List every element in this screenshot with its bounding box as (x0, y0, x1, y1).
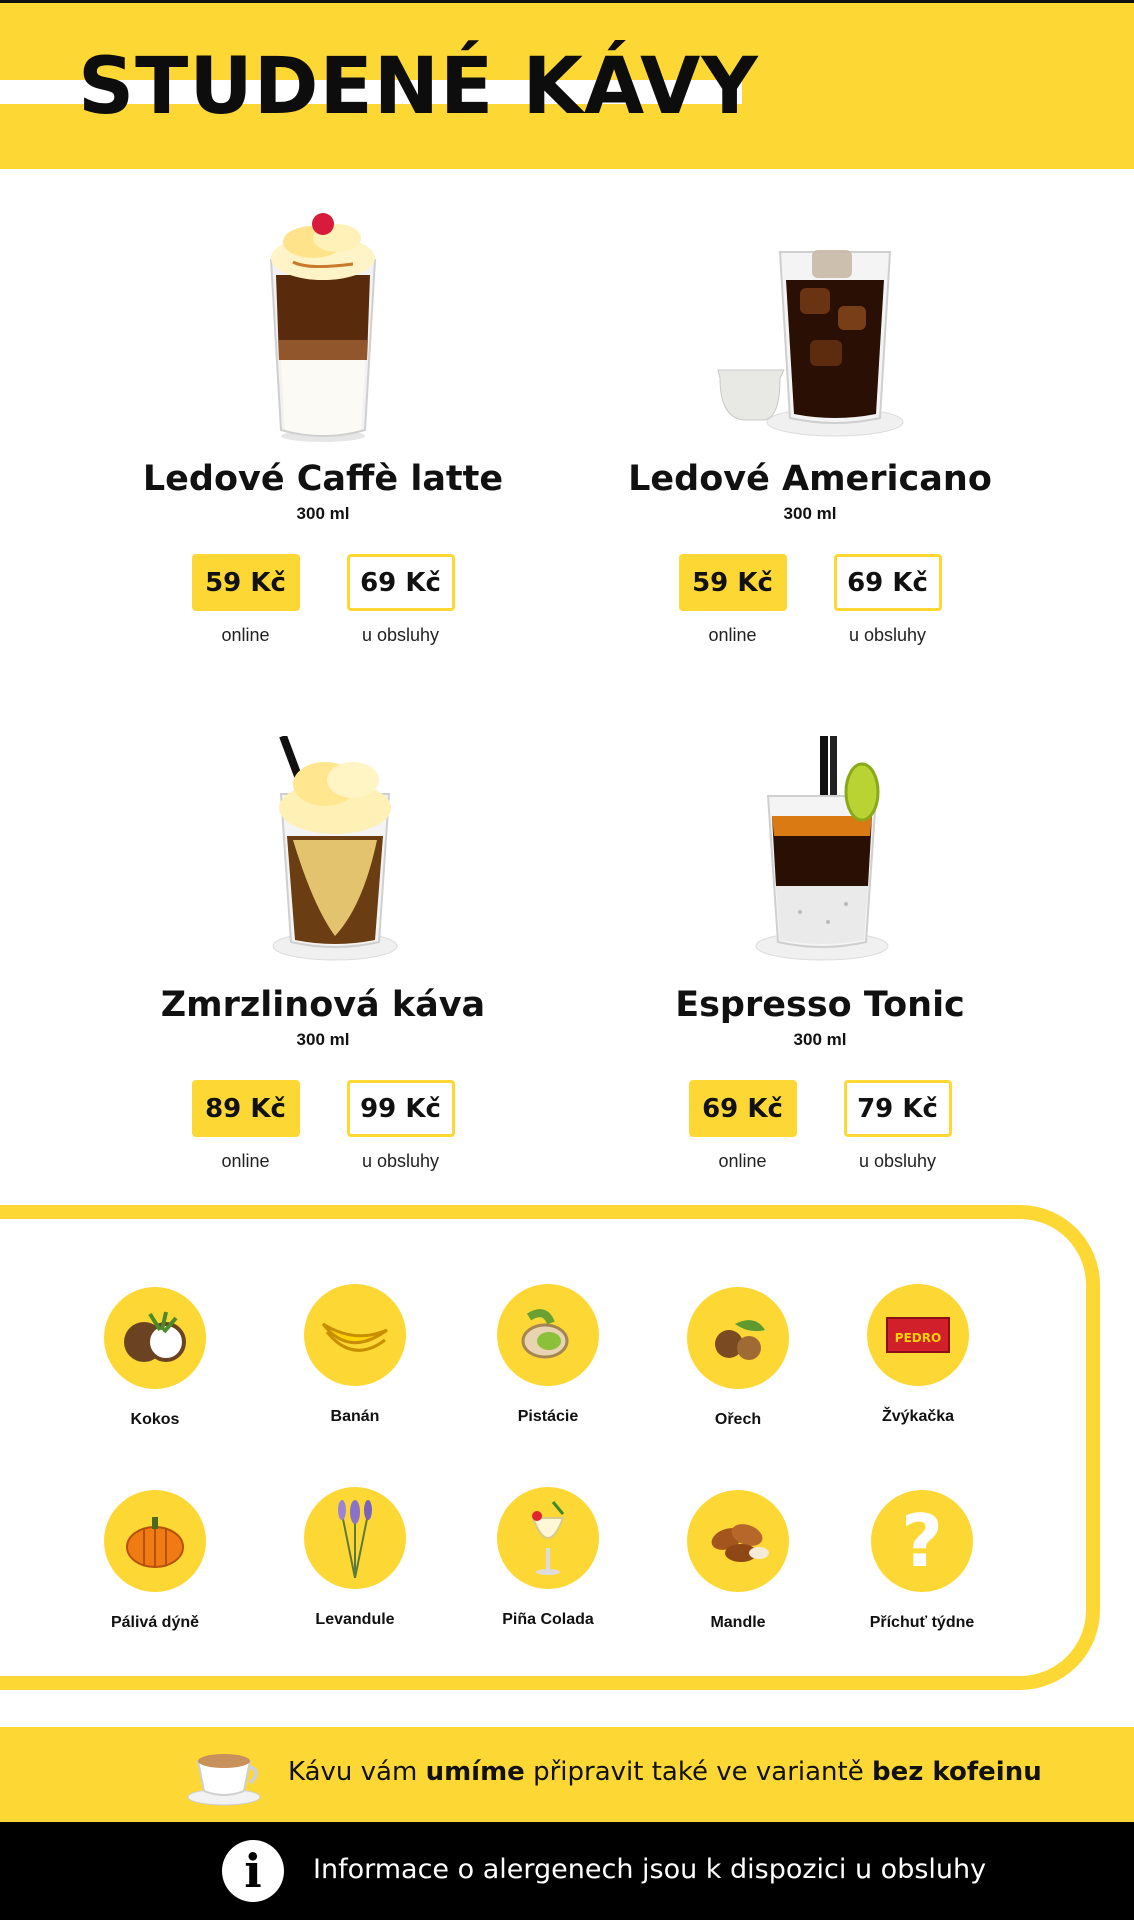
flavor-item-prichut-tydne[interactable] (842, 1490, 1002, 1632)
flavor-item-paliva-dyne[interactable] (75, 1490, 235, 1632)
drink-name: Zmrzlinová káva (160, 985, 486, 1025)
flavor-label: Levandule (315, 1611, 395, 1628)
flavor-item-mandle[interactable] (658, 1490, 818, 1632)
chewing-gum-icon (867, 1284, 969, 1386)
drink-card-ice-cream-coffee[interactable] (73, 736, 573, 1172)
flavor-label: Ořech (714, 1411, 762, 1428)
price-staff: 69 Kč (347, 554, 455, 611)
flavor-label: Mandle (710, 1614, 766, 1631)
price-staff-label: u obsluhy (848, 625, 927, 645)
drink-name: Ledové Caffè latte (142, 459, 504, 499)
price-online: 89 Kč (192, 1080, 300, 1137)
flavor-label: Piña Colada (502, 1611, 594, 1628)
hazelnut-icon (687, 1287, 789, 1389)
price-online-label: online (221, 625, 270, 645)
question-icon: ? (871, 1490, 973, 1592)
drink-card-espresso-tonic[interactable] (570, 736, 1070, 1172)
decaf-text-part1: Kávu vám (288, 1757, 426, 1787)
coffee-cup-icon (186, 1741, 262, 1807)
flavor-label: Pistácie (517, 1408, 579, 1425)
flavor-item-kokos[interactable] (75, 1287, 235, 1429)
pumpkin-icon (104, 1490, 206, 1592)
banana-icon (304, 1284, 406, 1386)
price-staff: 79 Kč (844, 1080, 952, 1137)
header-banner (0, 3, 1134, 169)
pistachio-icon (497, 1284, 599, 1386)
price-online-label: online (718, 1151, 767, 1171)
price-online-label: online (221, 1151, 270, 1171)
decaf-text-part2: připravit také ve variantě (524, 1757, 872, 1787)
flavor-item-zvykacka[interactable] (838, 1284, 998, 1426)
allergen-banner (0, 1822, 1134, 1920)
ice-cream-coffee-icon (213, 736, 433, 976)
decaf-text-bold1: umíme (425, 1757, 525, 1787)
price-staff: 69 Kč (834, 554, 942, 611)
decaf-text (288, 1757, 1042, 1787)
price-online: 59 Kč (679, 554, 787, 611)
drink-name: Espresso Tonic (675, 985, 965, 1025)
price-staff-label: u obsluhy (858, 1151, 937, 1171)
flavor-label: Žvýkačka (881, 1408, 955, 1425)
cocktail-icon (497, 1487, 599, 1589)
flavor-item-levandule[interactable] (275, 1487, 435, 1629)
flavor-label: Banán (330, 1408, 380, 1425)
allergen-text: Informace o alergenech jsou k dispozici u obsluhy (313, 1854, 987, 1885)
drink-size: 300 ml (793, 1030, 847, 1049)
drink-size: 300 ml (296, 504, 350, 523)
drink-size: 300 ml (296, 1030, 350, 1049)
price-online: 59 Kč (192, 554, 300, 611)
flavor-item-orech[interactable] (658, 1287, 818, 1429)
decaf-text-bold2: bez kofeinu (871, 1757, 1042, 1787)
iced-latte-icon (213, 210, 433, 450)
drink-name: Ledové Americano (628, 459, 992, 499)
flavor-item-banan[interactable] (275, 1284, 435, 1426)
flavor-label: Kokos (130, 1411, 180, 1428)
espresso-tonic-icon (710, 736, 930, 976)
price-staff-label: u obsluhy (361, 625, 440, 645)
price-staff-label: u obsluhy (361, 1151, 440, 1171)
decaf-banner (0, 1727, 1134, 1822)
drink-size: 300 ml (783, 504, 837, 523)
almond-icon (687, 1490, 789, 1592)
price-online: 69 Kč (689, 1080, 797, 1137)
gum-brand: PEDRO (894, 1331, 942, 1345)
flavor-item-pistacie[interactable] (468, 1284, 628, 1426)
drink-card-americano[interactable] (560, 210, 1060, 646)
lavender-icon (304, 1487, 406, 1589)
coconut-icon (104, 1287, 206, 1389)
flavor-label: Příchuť týdne (869, 1614, 975, 1631)
page-title: STUDENÉ KÁVY (78, 42, 759, 132)
flavor-label: Pálivá dýně (110, 1614, 200, 1631)
info-icon: i (222, 1840, 284, 1902)
iced-americano-icon (700, 210, 920, 450)
flavor-item-pina-colada[interactable] (468, 1487, 628, 1629)
drink-card-latte[interactable] (73, 210, 573, 646)
price-online-label: online (708, 625, 757, 645)
price-staff: 99 Kč (347, 1080, 455, 1137)
